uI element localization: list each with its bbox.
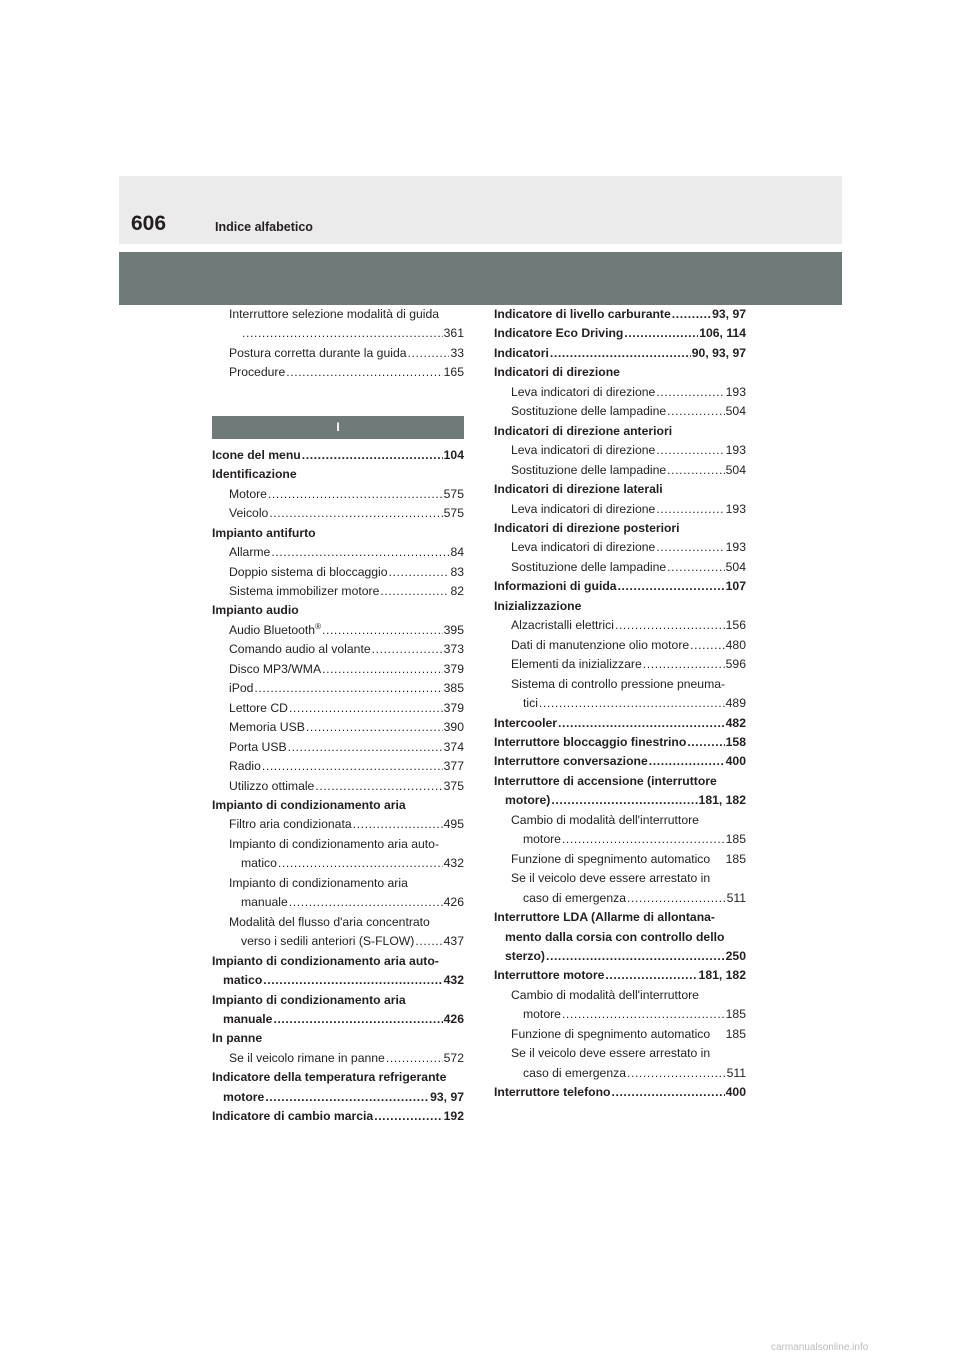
entry-text: Sostituzione delle lampadine [511,462,667,477]
header-band [119,252,842,305]
dot-leader [690,636,724,655]
page-ref: 250 [725,948,746,963]
letter-heading: I [212,416,464,439]
dot-leader [656,441,724,460]
page-ref: 93, 97 [430,1089,464,1104]
page-ref: 181, 182 [698,793,746,808]
page-ref: 504 [725,462,746,477]
index-entry [212,991,464,1010]
index-entry [212,640,464,659]
page-ref: 156 [725,618,746,633]
page-ref: 83 [450,564,464,579]
dot-leader [667,461,725,480]
page-ref: 181, 182 [698,968,746,983]
dot-leader [687,733,724,752]
entry-text: Indicatore di cambio marcia [212,1109,374,1124]
entry-text: Interruttore bloccaggio finestrino [494,734,687,749]
index-entry [494,772,746,791]
page-ref: 504 [725,404,746,419]
entry-continuation [212,1088,464,1107]
entry-continuation [212,854,464,873]
index-entry [212,874,464,893]
index-heading: Inizializzazione [494,598,582,613]
entry-text-cont: motore [523,1007,561,1022]
page-ref: 511 [726,1065,746,1080]
index-heading: Impianto antifurto [212,525,316,540]
entry-continuation [212,932,464,951]
dot-leader [242,324,443,343]
dot-leader [611,1083,724,1102]
dot-leader [605,966,697,985]
entry-continuation [494,830,746,849]
index-entry [212,757,464,776]
entry-text: Modalità del flusso d'aria concentrato [229,914,430,929]
dot-leader [627,1064,726,1083]
index-entry [212,344,464,363]
index-entry [494,441,746,460]
dot-leader [386,1049,443,1068]
entry-text: Icone del menu [212,447,301,462]
entry-text: Interruttore telefono [494,1085,611,1100]
page-ref: 375 [443,778,464,793]
entry-continuation [212,971,464,990]
entry-text: Porta USB [229,739,287,754]
index-entry [212,738,464,757]
index-heading: Indicatori di direzione [494,365,620,380]
index-entry [494,850,746,869]
dot-leader [667,558,725,577]
entry-continuation [494,889,746,908]
entry-text: Audio Bluetooth® [229,621,321,637]
page-ref: 482 [725,715,746,730]
entry-text: Motore [229,486,267,501]
page-ref: 489 [725,696,746,711]
dot-leader [273,1010,442,1029]
index-heading: In panne [212,1031,263,1046]
dot-leader [289,893,443,912]
index-entry [494,461,746,480]
page-ref: 193 [725,443,746,458]
dot-leader [667,402,725,421]
entry-text: Lettore CD [229,700,288,715]
page-ref: 432 [443,973,464,988]
left-top-entries [212,305,464,383]
dot-leader [562,830,725,849]
page-ref: 400 [725,1085,746,1100]
index-entry [494,402,746,421]
dot-leader [268,485,443,504]
entry-text: Se il veicolo deve essere arrestato in [511,871,711,886]
entry-continuation [494,791,746,810]
entry-text: Sistema immobilizer motore [229,583,380,598]
entry-text: Doppio sistema di bloccaggio [229,564,388,579]
index-heading: Identificazione [212,467,297,482]
registered-mark: ® [315,621,321,631]
entry-text: Leva indicatori di direzione [511,501,656,516]
index-entry [212,835,464,854]
entry-text: Informazioni di guida [494,579,617,594]
dot-leader [315,777,442,796]
entry-text: Radio [229,759,261,774]
entry-text: Cambio di modalità dell'interruttore [511,987,699,1002]
entry-text: Comando audio al volante [229,642,371,657]
index-entry [212,815,464,834]
entry-text: Indicatori [494,345,549,360]
dot-leader [389,563,450,582]
page-ref: 575 [443,506,464,521]
section-title: Indice alfabetico [215,220,313,234]
index-entry [212,446,464,465]
page-ref: 193 [725,501,746,516]
page-ref: 373 [443,642,464,657]
page-ref: 185 [725,1026,746,1041]
dot-leader [322,660,443,679]
page-ref: 104 [443,447,464,462]
page-ref: 504 [725,559,746,574]
entry-text-cont: matico [223,973,263,988]
dot-leader [643,655,725,674]
page-ref: 158 [725,734,746,749]
page-ref: 185 [725,1007,746,1022]
page-ref: 193 [725,384,746,399]
entry-text: Indicatore di livello carburante [494,307,671,321]
dot-leader [539,694,725,713]
watermark: carmanualsonline.info [771,1342,869,1353]
dot-leader [254,679,442,698]
dot-leader [278,854,443,873]
dot-leader [562,1005,725,1024]
entry-text: Postura corretta durante la guida [229,345,407,360]
index-entry [494,675,746,694]
dot-leader [374,1107,442,1126]
dot-leader [656,500,724,519]
page-ref: 572 [443,1050,464,1065]
dot-leader [353,815,443,834]
entry-text: Impianto di condizionamento aria [212,992,406,1007]
dot-leader [289,699,443,718]
entry-text: Leva indicatori di direzione [511,384,656,399]
entry-text: Interruttore motore [494,968,605,983]
entry-text-cont: tici [523,696,538,711]
index-entry [494,655,746,674]
right-entries [494,305,746,1103]
index-entry [212,543,464,562]
index-heading: Indicatori di direzione posteriori [494,520,680,535]
page-ref: 107 [725,579,746,594]
index-entry [494,383,746,402]
index-heading: Impianto audio [212,603,299,618]
page-ref: 432 [443,856,464,871]
index-entry [494,1025,746,1044]
index-entry [494,344,746,363]
entry-text-cont: motore) [505,793,551,808]
entry-text-cont: verso i sedili anteriori (S-FLOW) [241,934,415,949]
index-entry [494,305,746,324]
entry-text: Sistema di controllo pressione pneuma- [511,676,726,691]
entry-continuation [212,893,464,912]
page-ref: 185 [725,851,746,866]
index-entry [494,752,746,771]
page-ref: 480 [725,637,746,652]
entry-text-cont: manuale [223,1011,273,1026]
page-ref: 395 [443,622,464,637]
index-entry [212,699,464,718]
entry-text: Impianto di condizionamento aria auto- [212,953,439,968]
entry-text-cont: sterzo) [505,948,545,963]
entry-text: Se il veicolo deve essere arrestato in [511,1046,711,1061]
index-heading: Impianto di condizionamento aria [212,797,406,812]
index-entry [212,485,464,504]
page-ref: 193 [725,540,746,555]
dot-leader [546,947,725,966]
index-entry [494,908,746,927]
dot-leader [263,971,442,990]
entry-continuation [494,947,746,966]
index-entry [212,1107,464,1126]
entry-text: Dati di manutenzione olio motore [511,637,690,652]
index-entry [212,913,464,932]
dot-leader [271,543,449,562]
dot-leader [262,757,443,776]
dot-leader [615,616,725,635]
index-entry [212,504,464,523]
dot-leader [372,640,443,659]
page-ref: 385 [443,681,464,696]
page-ref: 437 [443,934,464,949]
page-ref: 495 [443,817,464,832]
index-entry [494,616,746,635]
entry-text-cont: manuale [241,895,288,910]
index-column-left [212,305,464,1127]
entry-text: Sostituzione delle lampadine [511,559,667,574]
dot-leader [322,621,443,640]
page-ref: 575 [443,486,464,501]
index-heading: Indicatori di direzione laterali [494,482,663,497]
index-entry [494,966,746,985]
index-entry [494,1083,746,1102]
index-entry [494,636,746,655]
entry-text: Memoria USB [229,720,305,735]
index-entry [212,621,464,640]
page-ref: 511 [726,890,746,905]
page-ref: 377 [443,759,464,774]
index-entry [212,363,464,382]
index-entry [212,582,464,601]
entry-text: Leva indicatori di direzione [511,443,656,458]
dot-leader [302,446,443,465]
dot-leader [286,363,442,382]
page-ref: 374 [443,739,464,754]
dot-leader [558,714,725,733]
entry-text: Funzione di spegnimento automatico [511,1026,711,1041]
entry-text: Interruttore di accensione (interruttore [494,773,717,788]
dot-leader [656,538,724,557]
page-ref: 33 [450,345,464,360]
index-entry [494,733,746,752]
dot-leader [415,932,442,951]
page-ref: 185 [725,832,746,847]
entry-text: Sostituzione delle lampadine [511,404,667,419]
index-entry [212,777,464,796]
entry-text: Elementi da inizializzare [511,657,642,672]
entry-text: Indicatore Eco Driving [494,326,624,341]
index-entry [212,952,464,971]
index-entry [494,986,746,1005]
index-entry [212,305,464,324]
entry-continuation: mento dalla corsia con controllo dello [505,929,725,944]
index-column-right [494,305,746,1103]
page-ref: 379 [443,700,464,715]
entry-text-cont: matico [241,856,277,871]
page-ref: 82 [450,583,464,598]
entry-text: Allarme [229,545,271,560]
index-entry [212,718,464,737]
dot-leader [380,582,449,601]
dot-leader [550,344,691,363]
page-ref: 390 [443,720,464,735]
entry-text: Veicolo [229,506,269,521]
entry-text: Disco MP3/WMA [229,661,322,676]
entry-text-cont: motore [223,1089,265,1104]
index-entry [494,714,746,733]
index-entry [494,500,746,519]
index-entry [212,679,464,698]
index-entry [212,563,464,582]
dot-leader [672,305,711,324]
entry-text: Cambio di modalità dell'interruttore [511,812,699,827]
page-ref: 90, 93, 97 [691,345,746,360]
entry-continuation [494,1064,746,1083]
index-entry [494,811,746,830]
dot-leader [656,383,724,402]
page-ref: 192 [443,1109,464,1124]
entry-text: Intercooler [494,715,557,730]
index-heading: Indicatori di direzione anteriori [494,423,673,438]
entry-text: Leva indicatori di direzione [511,540,656,555]
entry-text: Alzacristalli elettrici [511,618,614,633]
entry-text: Interruttore conversazione [494,754,648,769]
page-ref: 84 [450,545,464,560]
entry-text: iPod [229,681,254,696]
dot-leader [627,889,726,908]
entry-text: Interruttore selezione modalità di guida [229,307,440,321]
entry-text: Procedure [229,365,286,380]
page-ref: 165 [443,365,464,380]
left-letter-entries [212,446,464,1127]
index-entry [212,1049,464,1068]
index-entry [494,869,746,888]
entry-continuation [494,694,746,713]
index-entry [494,1044,746,1063]
dot-leader [288,738,443,757]
entry-text: Interruttore LDA (Allarme di allontana- [494,910,715,925]
page-ref: 426 [443,895,464,910]
dot-leader [306,718,443,737]
page-ref: 426 [443,1011,464,1026]
page-ref: 596 [725,657,746,672]
dot-leader [408,344,450,363]
index-entry [494,538,746,557]
entry-continuation [212,324,464,343]
page-number: 606 [131,212,167,235]
dot-leader [265,1088,429,1107]
entry-text-cont: motore [523,832,561,847]
dot-leader [649,752,725,771]
entry-text-cont: caso di emergenza [523,890,626,905]
entry-continuation [494,1005,746,1024]
dot-leader [618,577,725,596]
page-ref: 106, 114 [699,326,746,341]
page-ref: 379 [443,661,464,676]
page-ref: 93, 97 [712,307,746,321]
entry-text: Impianto di condizionamento aria [229,875,408,890]
index-entry [494,577,746,596]
entry-text: Indicatore della temperatura refrigerante [212,1070,447,1085]
entry-text: Se il veicolo rimane in panne [229,1050,385,1065]
page-ref: 400 [725,754,746,769]
entry-continuation [212,1010,464,1029]
entry-text: Filtro aria condizionata [229,817,352,832]
entry-text: Utilizzo ottimale [229,778,315,793]
dot-leader [269,504,442,523]
index-entry [494,558,746,577]
entry-text: Funzione di spegnimento automatico [511,851,711,866]
entry-text: Impianto di condizionamento aria auto- [229,836,440,851]
entry-text-cont: caso di emergenza [523,1065,626,1080]
dot-leader [551,791,697,810]
page-ref: 361 [443,326,464,341]
dot-leader [624,324,698,343]
index-entry [212,1068,464,1087]
index-entry [212,660,464,679]
index-entry [494,324,746,343]
